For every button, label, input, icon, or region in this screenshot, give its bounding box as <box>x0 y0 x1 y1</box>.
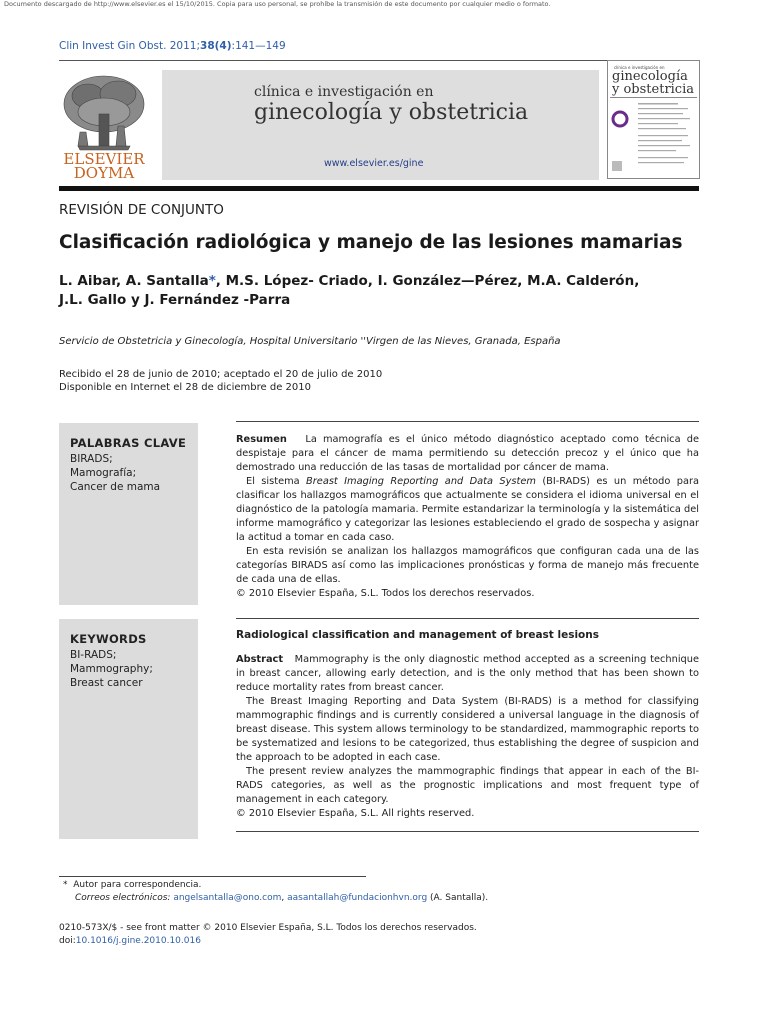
resumen-label: Resumen <box>236 434 287 445</box>
keywords-en-box <box>59 619 198 839</box>
article-dates <box>59 368 382 394</box>
header-top-rule <box>59 60 699 61</box>
abstract-title: Radiological classification and management of breast lesions <box>236 629 599 641</box>
keyword-es-item: BIRADS; <box>70 453 113 465</box>
resumen-p2-a: El sistema <box>246 476 307 487</box>
footnote-star: * <box>63 880 68 890</box>
abstract-label: Abstract <box>236 654 284 665</box>
journal-url-link[interactable]: www.elsevier.es/gine <box>324 158 424 169</box>
journal-ref-prefix: Clin Invest Gin Obst. 2011; <box>59 40 201 52</box>
cover-title1: ginecología <box>612 69 688 84</box>
publisher-line1: ELSEVIER <box>63 150 145 168</box>
email-owner: (A. Santalla). <box>427 893 489 903</box>
keywords-en-heading: KEYWORDS <box>70 632 147 646</box>
doi-label: doi: <box>59 936 76 946</box>
journal-name-line2: ginecología y obstetricia <box>254 100 529 125</box>
keyword-es-item: Cancer de mama <box>70 481 161 493</box>
article-type: REVISIÓN DE CONJUNTO <box>59 202 224 218</box>
email-link-1[interactable]: angelsantalla@ono.com <box>173 893 282 903</box>
journal-cover-thumbnail-icon <box>607 60 700 179</box>
keyword-en-item: BI-RADS; <box>70 649 117 661</box>
download-notice: Documento descargado de http://www.elsevier.es el 15/10/2015. Copia para uso personal, se prohíbe la transmisión de este documento por cualquier medio o formato. <box>4 0 551 8</box>
author-list <box>59 272 639 310</box>
cover-small-text: clínica e investigación en <box>614 65 665 70</box>
abstract-section <box>236 618 699 832</box>
cover-title2: y obstetricia <box>612 82 694 97</box>
footnote-front-matter <box>59 922 477 948</box>
email-separator: , <box>281 893 288 903</box>
abstract-p2: The Breast Imaging Reporting and Data System (BI-RADS) is a method for classifying mammographic findings and is currently considered a universal language in the diagnosis of breast disease. This system allows terminology to be standardized, mammographic reports to be systematized and lesions to be categorized, thus establishing the degree of suspicion and the approach to be adopted in each case. <box>236 696 699 763</box>
publisher-line2: DOYMA <box>73 164 135 180</box>
keyword-es-item: Mamografía; <box>70 467 137 479</box>
affiliation: Servicio de Obstetricia y Ginecología, Hospital Universitario ''Virgen de las Nieves, Granada, España <box>59 336 561 347</box>
elsevier-logo <box>58 72 150 180</box>
email-link-2[interactable]: aasantallah@fundacionhvn.org <box>287 893 428 903</box>
keyword-en-item: Mammography; <box>70 663 153 675</box>
authors-line2: J.L. Gallo y J. Fernández -Parra <box>59 292 291 308</box>
resumen-section <box>236 421 699 601</box>
resumen-p2 <box>236 475 699 545</box>
elsevier-tree-logo-icon <box>58 72 150 180</box>
abstract-p1: Mammography is the only diagnostic method accepted as a screening technique in breast cancer, allowing early detection, and is the only method that has been shown to reduce mortality rates from breast cancer. <box>236 654 700 693</box>
article-title: Clasificación radiológica y manejo de las lesiones mamarias <box>59 232 683 253</box>
footnote-corresponding <box>63 880 201 890</box>
journal-name-line1: clínica e investigación en <box>254 84 434 100</box>
abstract-copyright: © 2010 Elsevier España, S.L. All rights reserved. <box>236 808 475 819</box>
journal-ref-pages: :141—149 <box>231 40 286 52</box>
resumen-p2-italic: Breast Imaging Reporting and Data System <box>306 476 536 487</box>
authors-line1-b: , M.S. López- Criado, I. González—Pérez, M.A. Calderón, <box>215 273 640 289</box>
keywords-es-box <box>59 423 198 605</box>
abstract-p3: The present review analyzes the mammographic findings that appear in each of the BI-RADS categories, as well as the prognostic implications and most frequent type of management in each category. <box>236 766 699 805</box>
received-date: Recibido el 28 de junio de 2010; aceptado el 20 de julio de 2010 <box>59 369 383 380</box>
resumen-copyright: © 2010 Elsevier España, S.L. Todos los derechos reservados. <box>236 588 535 599</box>
resumen-p2-b: (BI-RADS) es un método para clasificar los hallazgos mamográficos que actualmente se considera el idioma universal en el diagnóstico de la patología mamaria. Permite estandarizar la terminología y la sistemática del informe mamográfico y categorizar las lesiones estableciendo el grado de sospecha y asignar la actitud a tomar en cada caso. <box>236 476 699 543</box>
journal-ref-volume: 38(4) <box>200 40 232 52</box>
footnote-emails <box>75 893 488 903</box>
doi-link[interactable]: 10.1016/j.gine.2010.10.016 <box>75 936 201 946</box>
corresponding-author-star-link[interactable]: * <box>208 273 216 289</box>
header-bottom-rule <box>59 186 699 191</box>
keywords-es-heading: PALABRAS CLAVE <box>70 436 187 450</box>
front-matter-text: 0210-573X/$ - see front matter © 2010 Elsevier España, S.L. Todos los derechos reservados. <box>59 923 477 933</box>
resumen-p3: En esta revisión se analizan los hallazgos mamográficos que configuran cada una de las categorías BIRADS así como las implicaciones pronósticas y forma de manejo más frecuente de cada una de ellas. <box>236 546 699 585</box>
online-date: Disponible en Internet el 28 de diciembre de 2010 <box>59 382 311 393</box>
emails-label: Correos electrónicos: <box>75 893 171 903</box>
resumen-p1: La mamografía es el único método diagnóstico aceptado como técnica de despistaje para el cáncer de mama permitiendo su detección precoz y el único que ha demostrado una reducción de las tasas de mortalidad por cáncer de mama. <box>236 434 700 473</box>
footnote-rule <box>59 876 366 877</box>
keyword-en-item: Breast cancer <box>70 677 143 689</box>
journal-reference <box>59 40 286 52</box>
authors-line1-a: L. Aibar, A. Santalla <box>59 273 209 289</box>
abstract-bottom-rule <box>236 831 699 832</box>
footnote-corresponding-text: Autor para correspondencia. <box>73 880 202 890</box>
